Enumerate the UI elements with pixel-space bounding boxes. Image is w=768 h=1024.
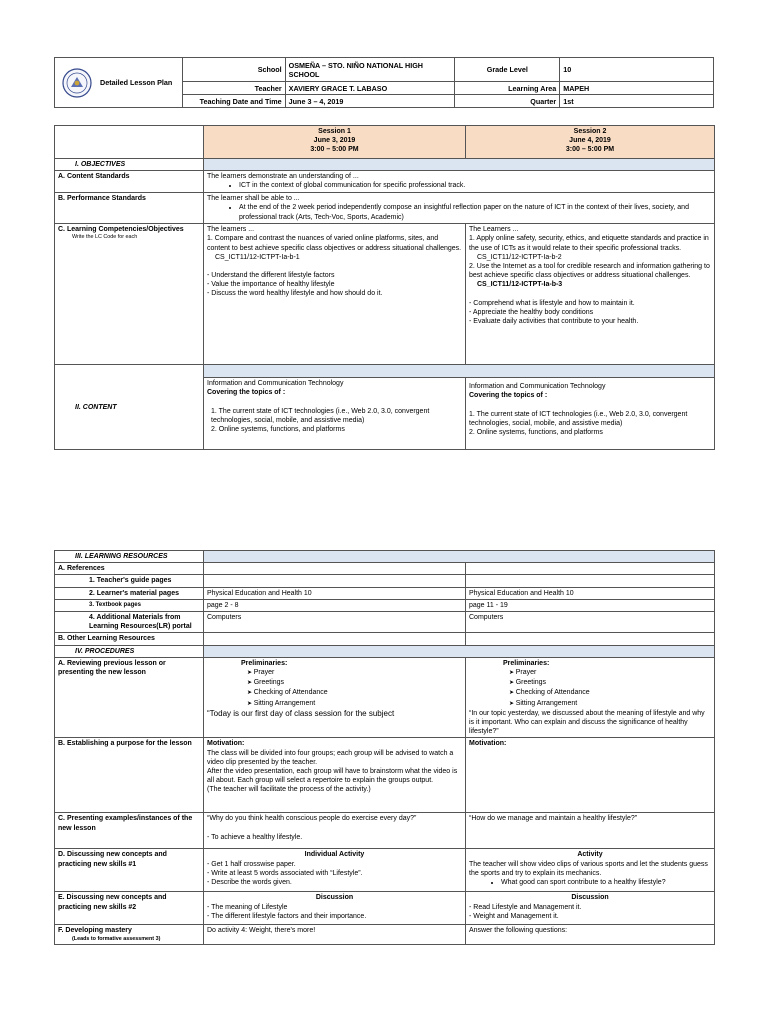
proc-c-s2 — [466, 813, 715, 849]
performance-standards-intro: The learner shall be able to ... — [207, 195, 300, 203]
tb-label: 3. Textbook pages — [55, 599, 204, 611]
performance-standards-label: B. Performance Standards — [55, 193, 204, 224]
content-s2-title: Information and Communication Technology — [469, 383, 606, 391]
session-2-time: 3:00 – 5:00 PM — [565, 146, 615, 154]
lm-s1: Physical Education and Health 10 — [204, 587, 466, 599]
proc-e-label: E. Discussing new concepts and practicing new skills #2 — [55, 892, 204, 925]
content-s1-cell — [204, 378, 466, 450]
tg-s1 — [204, 575, 466, 587]
references-s2 — [466, 563, 715, 575]
lm-label: 2. Learner's material pages — [55, 587, 204, 599]
session-2-header — [466, 126, 715, 159]
session-2-name: Session 2 — [573, 128, 607, 135]
proc-e-s1-b2: - The different lifestyle factors and their importance. — [207, 912, 367, 920]
prelim-s2-item: ➤ Sitting Arrangement — [509, 699, 711, 709]
proc-d-s2-title: Activity — [577, 851, 603, 859]
references-s1 — [204, 563, 466, 575]
proc-c-s1-answer: - To achieve a healthy lifestyle. — [207, 833, 303, 841]
area-value: MAPEH — [560, 82, 714, 95]
comp-s2-intro: The Learners ... — [469, 226, 519, 234]
proc-f-label-cell — [55, 925, 204, 945]
comp-s2-obj2: 2. Use the Internet as a tool for credible research and information gathering to best achieve specific class objectives or address situational challenges. — [469, 263, 710, 280]
proc-b-s2-motivation: Motivation: — [469, 740, 507, 748]
proc-d-s2 — [466, 849, 715, 892]
proc-e-s2-b1: - Read Lifestyle and Management it. — [469, 903, 582, 911]
content-s2-topic1: 1. The current state of ICT technologies (i.e., Web 2.0, 3.0, convergent technologies, social, mobile, and assistive media) — [469, 410, 688, 427]
proc-b-s1 — [204, 738, 466, 813]
prelim-s1-item: ➤ Sitting Arrangement — [247, 699, 462, 709]
resources-heading-bar — [204, 551, 715, 563]
proc-a-s2-quote: “In our topic yesterday, we discussed about the meaning of lifestyle and why is it important. Who can explain and discuss the significance of healthy lifestyle?” — [469, 709, 705, 736]
comp-s2-code2: CS_ICT11/12-ICTPT-Ia-b-3 — [477, 281, 563, 289]
objectives-heading: I. OBJECTIVES — [55, 159, 204, 171]
session-1-date: June 3, 2019 — [313, 137, 356, 145]
proc-b-s1-motivation: Motivation: — [207, 740, 245, 748]
proc-b-s1-text3: (The teacher will facilitate the process of the activity.) — [207, 786, 371, 794]
proc-e-s1-b1: - The meaning of Lifestyle — [207, 903, 288, 911]
comp-s1-code1: CS_ICT11/12-ICTPT-Ia-b-1 — [215, 253, 300, 261]
content-heading: II. CONTENT — [55, 365, 204, 450]
other-resources-label: B. Other Learning Resources — [55, 633, 204, 645]
content-s1-covering: Covering the topics of : — [207, 389, 286, 397]
comp-s1-b2: - Value the importance of healthy lifestyle — [207, 281, 335, 289]
proc-f-sub: (Leads to formative assessment 3) — [72, 935, 161, 942]
competencies-s1-cell — [204, 224, 466, 365]
content-s1-topic2: 2. Online systems, functions, and platforms — [211, 426, 345, 434]
competencies-label: C. Learning Competencies/Objectives — [58, 226, 184, 234]
content-standards-item: • ICT in the context of global communication for specific professional track. — [239, 181, 711, 190]
prelim-s1-item: ➤ Prayer — [247, 668, 462, 678]
content-heading-bar — [204, 365, 715, 378]
prelim-s1-item: ➤ Greetings — [247, 678, 462, 688]
session-1-name: Session 1 — [318, 128, 351, 135]
school-label: School — [182, 58, 285, 82]
proc-c-s2-quote: “How do we manage and maintain a healthy lifestyle?” — [469, 815, 638, 823]
other-s1 — [204, 633, 466, 645]
session-1-time: 3:00 – 5:00 PM — [310, 146, 359, 154]
session-2-date: June 4, 2019 — [569, 137, 611, 145]
proc-c-s1-quote: “Why do you think health conscious people do exercise every day?” — [207, 815, 417, 823]
teacher-value: XAVIERY GRACE T. LABASO — [285, 82, 455, 95]
comp-s1-intro: The learners ... — [207, 226, 255, 234]
prelim-s2-title: Preliminaries: — [503, 659, 550, 667]
date-label: Teaching Date and Time — [182, 95, 285, 108]
proc-d-s1-b2: - Write at least 5 words associated with “Lifestyle”. — [207, 869, 363, 877]
prelim-s1-list — [207, 668, 462, 709]
prelim-s1-item: ➤ Checking of Attendance — [247, 688, 462, 698]
content-s2-cell — [466, 378, 715, 450]
corner-cell — [55, 126, 204, 159]
grade-value: 10 — [560, 58, 714, 82]
teacher-label: Teacher — [182, 82, 285, 95]
deped-seal-icon — [62, 68, 92, 98]
comp-s1-b1: - Understand the different lifestyle factors — [207, 272, 335, 280]
comp-s2-code1: CS_ICT11/12-ICTPT-Ia-b-2 — [477, 253, 562, 261]
proc-d-s1-title: Individual Activity — [304, 851, 365, 859]
proc-b-s2 — [466, 738, 715, 813]
tg-s2 — [466, 575, 715, 587]
proc-e-s2-b2: - Weight and Management it. — [469, 912, 559, 920]
competencies-label-cell — [55, 224, 204, 365]
performance-standards-cell — [204, 193, 715, 224]
procedures-heading: IV. PROCEDURES — [55, 645, 204, 657]
school-value: OSMEÑA – STO. NIÑO NATIONAL HIGH SCHOOL — [285, 58, 455, 82]
proc-d-s1-b1: - Get 1 half crosswise paper. — [207, 860, 296, 868]
proc-a-s1 — [204, 657, 466, 738]
competencies-s2-cell — [466, 224, 715, 365]
content-standards-cell — [204, 171, 715, 193]
proc-a-s2 — [466, 657, 715, 738]
proc-d-s1 — [204, 849, 466, 892]
proc-e-s2-title: Discussion — [571, 894, 609, 902]
proc-f-s2: Answer the following questions: — [466, 925, 715, 945]
proc-b-label: B. Establishing a purpose for the lesson — [55, 738, 204, 813]
content-s1-title: Information and Communication Technology — [207, 380, 344, 388]
doc-title: Detailed Lesson Plan — [100, 78, 173, 87]
am-s1: Computers — [204, 612, 466, 633]
quarter-label: Quarter — [455, 95, 560, 108]
proc-c-label: C. Presenting examples/instances of the new lesson — [55, 813, 204, 849]
content-s2-topic2: 2. Online systems, functions, and platforms — [469, 429, 603, 437]
tg-label: 1. Teacher's guide pages — [55, 575, 204, 587]
prelim-s2-item: ➤ Prayer — [509, 668, 711, 678]
competencies-sub: Write the LC Code for each — [72, 234, 138, 241]
header-table — [54, 57, 714, 108]
comp-s2-b2: - Appreciate the healthy body conditions — [469, 308, 594, 316]
proc-e-s1-title: Discussion — [315, 894, 354, 902]
comp-s2-obj1: 1. Apply online safety, security, ethics, and etiquette standards and practice in the use of ICTs as it would relate to their specific professional tracks. — [469, 235, 709, 252]
resources-heading: III. LEARNING RESOURCES — [55, 551, 204, 563]
date-value: June 3 – 4, 2019 — [285, 95, 455, 108]
proc-f-s1: Do activity 4: Weight, there's more! — [204, 925, 466, 945]
objectives-heading-bar — [204, 159, 715, 171]
proc-d-s1-b3: - Describe the words given. — [207, 879, 292, 887]
proc-a-label: A. Reviewing previous lesson or presenting the new lesson — [55, 657, 204, 738]
grade-label: Grade Level — [455, 58, 560, 82]
am-s2: Computers — [466, 612, 715, 633]
lm-s2: Physical Education and Health 10 — [466, 587, 715, 599]
objectives-table — [54, 125, 715, 450]
procedures-table — [54, 550, 715, 945]
am-label: 4. Additional Materials from Learning Resources(LR) portal — [55, 612, 204, 633]
area-label: Learning Area — [455, 82, 560, 95]
content-s1-topic1: 1. The current state of ICT technologies (i.e., Web 2.0, 3.0, convergent technologies, social, mobile, and assistive media) — [211, 407, 430, 424]
references-label: A. References — [55, 563, 204, 575]
content-s2-covering: Covering the topics of : — [469, 392, 548, 400]
tb-s1: page 2 - 8 — [204, 599, 466, 611]
performance-standards-item: • At the end of the 2 week period independently compose an insightful reflection paper on the nature of ICT in the context of their lives, society, and professional track (Arts, Tech-Voc, Sports, Academic) — [239, 203, 711, 221]
other-s2 — [466, 633, 715, 645]
comp-s1-obj1: 1. Compare and contrast the nuances of varied online platforms, sites, and content to best achieve specific class objectives or address situational challenges. — [207, 235, 462, 252]
prelim-s2-item: ➤ Greetings — [509, 678, 711, 688]
comp-s1-b3: - Discuss the word healthy lifestyle and how should do it. — [207, 290, 383, 298]
comp-s2-b3: - Evaluate daily activities that contribute to your health. — [469, 318, 639, 326]
tb-s2: page 11 - 19 — [466, 599, 715, 611]
procedures-heading-bar — [204, 645, 715, 657]
proc-c-s1 — [204, 813, 466, 849]
prelim-s1-title: Preliminaries: — [241, 659, 288, 667]
proc-d-s2-text: The teacher will show video clips of various sports and let the students guess the sports and try to explain its mechanics. — [469, 860, 708, 877]
proc-d-s2-item: • What good can sport contribute to a healthy lifestyle? — [501, 878, 711, 887]
proc-e-s1 — [204, 892, 466, 925]
proc-d-label: D. Discussing new concepts and practicing new skills #1 — [55, 849, 204, 892]
comp-s2-b1: - Comprehend what is lifestyle and how to maintain it. — [469, 299, 635, 307]
proc-b-s1-text1: The class will be divided into four groups; each group will be advised to watch a video clip presented by the teacher. — [207, 749, 454, 766]
proc-f-label: F. Developing mastery — [58, 927, 132, 935]
session-1-header — [204, 126, 466, 159]
quarter-value: 1st — [560, 95, 714, 108]
content-standards-intro: The learners demonstrate an understanding of ... — [207, 173, 359, 181]
prelim-s2-list — [469, 668, 711, 709]
proc-b-s1-text2: After the video presentation, each group will have to brainstorm what the video is all about. Each group will select a repertoire to explain the groups output. — [207, 768, 458, 785]
proc-e-s2 — [466, 892, 715, 925]
header-logo-cell — [55, 58, 183, 108]
proc-a-s1-quote: “Today is our first day of class session for the subject — [207, 708, 395, 718]
prelim-s2-item: ➤ Checking of Attendance — [509, 688, 711, 698]
content-standards-label: A. Content Standards — [55, 171, 204, 193]
